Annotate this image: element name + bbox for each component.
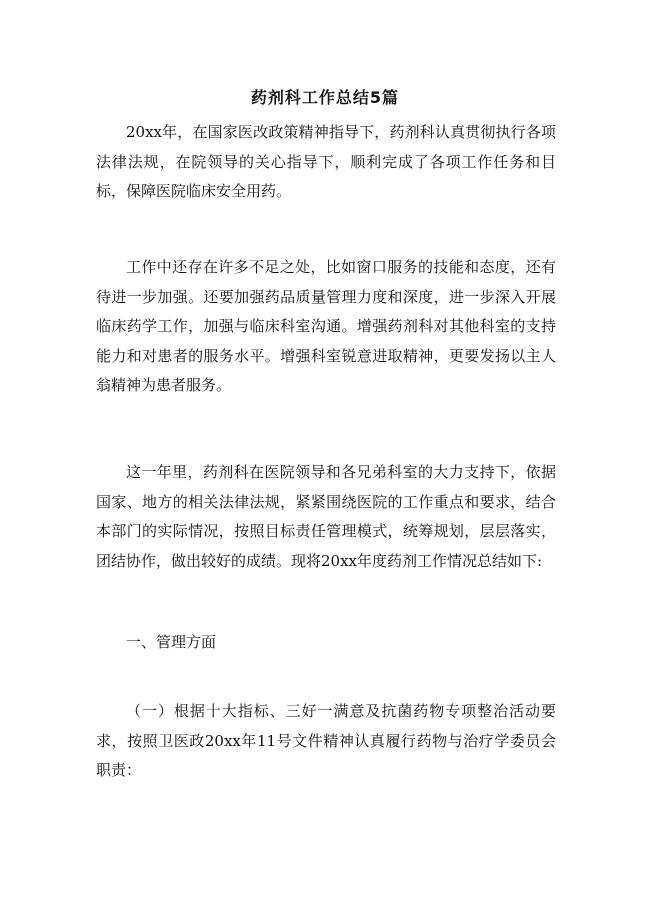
paragraph-3: 这一年里，药剂科在医院领导和各兄弟科室的大力支持下，依据国家、地方的相关法律法规，紧紧围绕医院的工作重点和要求，结合本部门的实际情况，按照目标责任管理模式，统筹规划，层层落实，团结协作，做出较好的成绩。现将20xx年度药剂工作情况总结如下: (96, 463, 556, 570)
paragraph-2: 工作中还存在许多不足之处，比如窗口服务的技能和态度，还有待进一步加强。还要加强药品质量管理力度和深度，进一步深入开展临床药学工作，加强与临床科室沟通。增强药剂科对其他科室的支持能力和对患者的服务水平。增强科室锐意进取精神，更要发扬以主人翁精神为患者服务。 (96, 258, 556, 394)
paragraph-4: （一）根据十大指标、三好一满意及抗菌药物专项整治活动要求，按照卫医政20xx年11号文件精神认真履行药物与治疗学委员会职责： (96, 702, 556, 779)
section-heading: 一、管理方面 (126, 633, 217, 651)
paragraph-1: 20xx年，在国家医改政策精神指导下，药剂科认真贯彻执行各项法律法规，在院领导的关心指导下，顺利完成了各项工作任务和目标，保障医院临床安全用药。 (96, 123, 556, 200)
document-title: 药剂科工作总结5篇 (250, 88, 400, 107)
